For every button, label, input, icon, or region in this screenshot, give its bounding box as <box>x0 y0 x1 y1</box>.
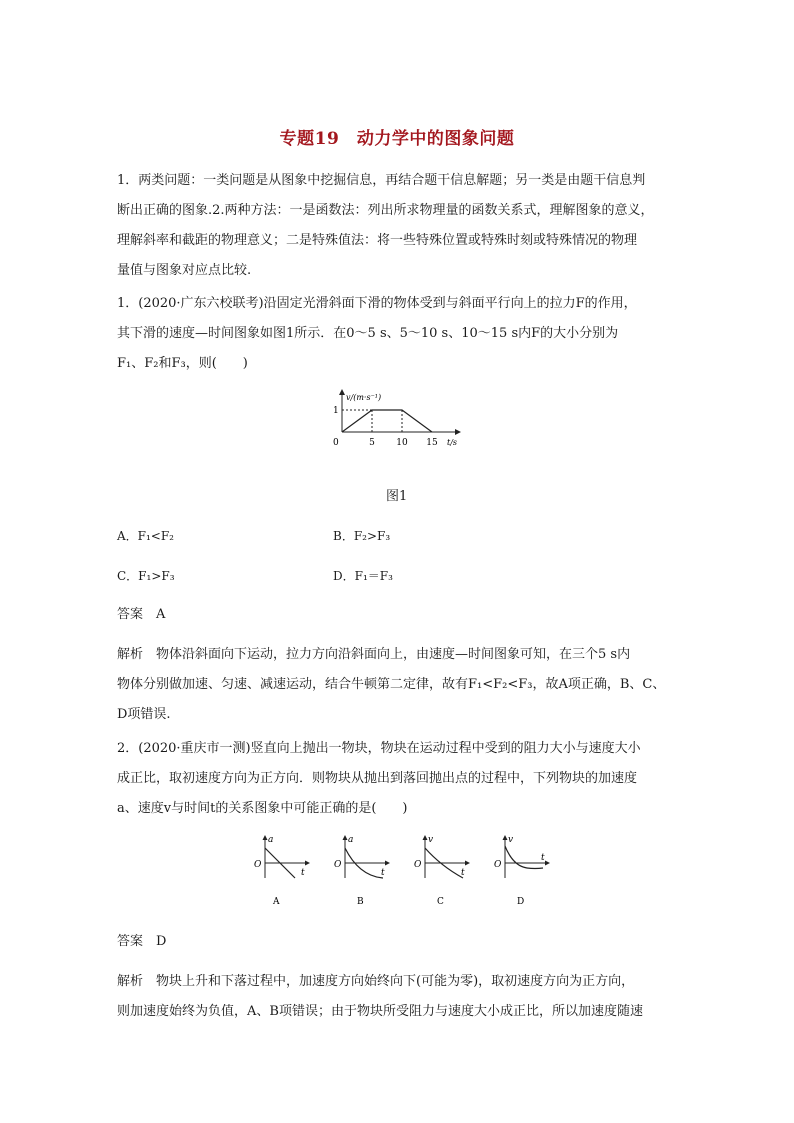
graph-label: D <box>517 897 525 907</box>
origin-label: 0 <box>333 438 339 448</box>
q1-stem-line: 其下滑的速度—时间图象如图1所示．在0～5 s、5～10 s、10～15 s内F的大小分别为 <box>117 326 619 341</box>
q1-stem-line: F₁、F₂和F₃，则( ) <box>117 356 248 371</box>
q2-stem-line: 2．(2020·重庆市一测)竖直向上抛出一物块，物块在运动过程中受到的阻力大小与速度大小 <box>117 741 641 756</box>
q2-answer <box>117 927 679 957</box>
graph-label: C <box>437 897 444 907</box>
figure-1-caption: 图1 <box>386 489 408 504</box>
graph-label: A <box>273 897 280 907</box>
origin-label: O <box>334 860 342 870</box>
intro-line: 量值与图象对应点比较. <box>117 263 252 278</box>
y-axis-label: v <box>428 835 434 845</box>
q1-option-c: C．F₁>F₃ <box>117 569 175 583</box>
q2-analysis <box>117 967 679 1027</box>
x-tick-label: 10 <box>396 438 408 448</box>
x-tick-label: 15 <box>426 438 438 448</box>
q2-stem-line: a、速度v与时间t的关系图象中可能正确的是( ) <box>117 801 408 816</box>
q1-option-b: B．F₂>F₃ <box>333 529 391 543</box>
q1-analysis-line: 解析 物体沿斜面向下运动，拉力方向沿斜面向上，由速度—时间图象可知，在三个5 s内 <box>117 647 631 662</box>
intro-line: 断出正确的图象.2.两种方法：一是函数法：列出所求物理量的函数关系式，理解图象的意义， <box>117 203 654 218</box>
q1-stem-line: 1．(2020·广东六校联考)沿固定光滑斜面下滑的物体受到与斜面平行向上的拉力F的作用， <box>117 296 637 311</box>
q1-option-a: A．F₁<F₂ <box>117 529 174 543</box>
q1-stem <box>117 289 679 379</box>
graph-c <box>414 835 469 907</box>
q1-answer <box>117 600 679 630</box>
q1-option-d: D．F₁＝F₃ <box>333 569 393 583</box>
figure-1-vt-graph <box>320 386 470 466</box>
x-axis-label: t <box>541 853 545 863</box>
graph-a <box>254 835 309 907</box>
x-axis-label: t <box>301 868 305 878</box>
origin-label: O <box>254 860 262 870</box>
guide-lines <box>342 410 402 432</box>
x-axis-label: t/s <box>447 438 458 447</box>
q2-answer-text: 答案 D <box>117 934 167 949</box>
q1-analysis <box>117 640 679 730</box>
graph-label: B <box>357 897 364 907</box>
v-t-curve <box>505 846 543 869</box>
page-title: 专题19 动力学中的图象问题 <box>279 129 515 149</box>
q2-stem <box>117 734 679 824</box>
y-axis-label: a <box>268 835 274 845</box>
y-axis-label: v <box>508 835 514 845</box>
y-axis-label: a <box>348 835 354 845</box>
graph-b <box>334 835 389 907</box>
intro-line: 1．两类问题：一类问题是从图象中挖掘信息，再结合题干信息解题；另一类是由题干信息判 <box>117 173 646 188</box>
y-tick-label: 1 <box>333 406 339 416</box>
origin-label: O <box>494 860 502 870</box>
x-axis-label: t <box>381 868 385 878</box>
intro-line: 理解斜率和截距的物理意义；二是特殊值法：将一些特殊位置或特殊时刻或特殊情况的物理 <box>117 233 638 248</box>
q2-option-graphs <box>245 830 555 912</box>
intro-paragraph <box>117 166 679 286</box>
graph-d <box>494 835 549 907</box>
velocity-line <box>342 410 432 432</box>
q1-answer-text: 答案 A <box>117 607 166 622</box>
origin-label: O <box>414 860 422 870</box>
q1-analysis-line: D项错误. <box>117 707 171 722</box>
q1-analysis-line: 物体分别做加速、匀速、减速运动，结合牛顿第二定律，故有F₁<F₂<F₃，故A项正确，B、C、 <box>117 677 666 692</box>
x-tick-label: 5 <box>369 438 375 448</box>
q2-analysis-line: 解析 物块上升和下落过程中，加速度方向始终向下(可能为零)，取初速度方向为正方向， <box>117 974 635 989</box>
q2-stem-line: 成正比，取初速度方向为正方向．则物块从抛出到落回抛出点的过程中，下列物块的加速度 <box>117 771 638 786</box>
x-axis-label: t <box>461 868 465 878</box>
q2-analysis-line: 则加速度始终为负值，A、B项错误；由于物块所受阻力与速度大小成正比，所以加速度随速 <box>117 1004 643 1019</box>
y-axis-label: v/(m·s⁻¹) <box>346 393 382 402</box>
